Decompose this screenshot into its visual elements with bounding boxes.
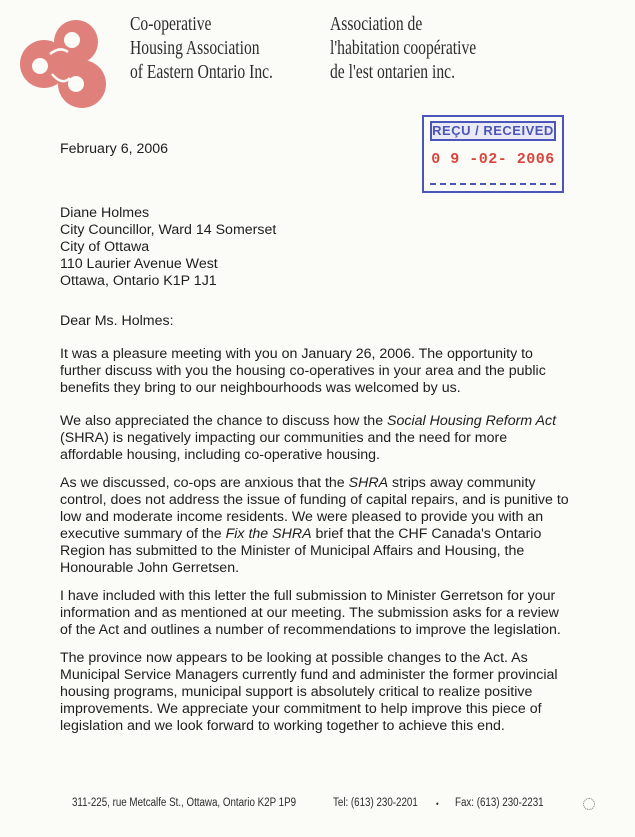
paragraph-line: legislation and we look forward to working together to achieve this end. xyxy=(60,718,505,734)
stamp-signature-line xyxy=(430,183,556,185)
letterhead-english xyxy=(130,13,273,85)
paragraph-line: Municipal Service Managers currently fund and administer the former provincial xyxy=(60,667,558,683)
act-abbrev: SHRA xyxy=(348,475,389,491)
paragraph-line: improvements. We appreciate your commitment to help improve this piece of xyxy=(60,701,542,717)
paragraph-line: low and moderate income residents. We were pleased to provide you with an xyxy=(60,509,544,525)
paragraph-line: housing programs, municipal support is absolutely critical to realize positive xyxy=(60,684,533,700)
letterhead-en-line: of Eastern Ontario Inc. xyxy=(130,62,273,83)
letterhead-fr-line: de l'est ontarien inc. xyxy=(330,62,455,83)
paragraph-line xyxy=(60,526,628,543)
footer-fax: Fax: (613) 230-2231 xyxy=(455,797,544,809)
act-title: Social Housing Reform Act xyxy=(387,413,557,429)
co-op-logo xyxy=(12,14,118,114)
brief-title: Fix the SHRA xyxy=(225,526,312,542)
letterhead-fr-line: l'habitation coopérative xyxy=(330,38,477,59)
paragraph-line: Region has submitted to the Minister of Municipal Affairs and Housing, the xyxy=(60,543,525,559)
address-line: 110 Laurier Avenue West xyxy=(60,256,218,272)
paragraph-line: (SHRA) is negatively impacting our communities and the need for more xyxy=(60,430,508,446)
letterhead-en-line: Housing Association xyxy=(130,38,260,59)
paragraph-line: affordable housing, including co-operative housing. xyxy=(60,447,380,463)
address-line: Diane Holmes xyxy=(60,205,150,221)
paragraph-line xyxy=(60,475,628,492)
paragraph-line: control, does not address the issue of funding of capital repairs, and is punitive to xyxy=(60,492,569,508)
text-run: brief that the CHF Canada's Ontario xyxy=(311,526,542,542)
paragraph-line: of the Act and outlines a number of recommendations to improve the legislation. xyxy=(60,622,561,638)
letterhead-fr-line: Association de xyxy=(330,14,423,35)
footer-telephone: Tel: (613) 230-2201 xyxy=(333,797,418,809)
address-line: City of Ottawa xyxy=(60,239,150,255)
address-line: Ottawa, Ontario K1P 1J1 xyxy=(60,273,217,289)
paragraph-4 xyxy=(60,588,628,639)
stamp-heading: REÇU / RECEIVED xyxy=(430,121,556,141)
footer-address: 311-225, rue Metcalfe St., Ottawa, Ontario K2P 1P9 xyxy=(72,797,297,809)
paragraph-line: I have included with this letter the full submission to Minister Gerretson for your xyxy=(60,588,556,604)
text-run: strips away community xyxy=(388,475,536,491)
paragraph-3 xyxy=(60,475,628,577)
paragraph-line: further discuss with you the housing co-operatives in your area and the public xyxy=(60,363,546,379)
salutation: Dear Ms. Holmes: xyxy=(60,313,174,329)
paragraph-line: The province now appears to be looking at possible changes to the Act. As xyxy=(60,650,528,666)
letter-date: February 6, 2006 xyxy=(60,141,169,157)
text-run: As we discussed, co-ops are anxious that the xyxy=(60,475,349,491)
paragraph-line xyxy=(60,413,628,430)
paragraph-5 xyxy=(60,650,628,735)
paragraph-line: information and as mentioned at our meeting. The submission asks for a review xyxy=(60,605,559,621)
paragraph-1 xyxy=(60,346,628,397)
paragraph-line: It was a pleasure meeting with you on January 26, 2006. The opportunity to xyxy=(60,346,533,362)
address-line: City Councillor, Ward 14 Somerset xyxy=(60,222,277,238)
paragraph-line: benefits they bring to our neighbourhoods was welcomed by us. xyxy=(60,380,461,396)
paragraph-line: Honourable John Gerretsen. xyxy=(60,560,240,576)
footer-separator: • xyxy=(436,799,439,809)
recycle-mark-icon xyxy=(583,798,595,810)
paragraph-2 xyxy=(60,413,628,464)
letterhead-french xyxy=(330,13,476,85)
text-run: We also appreciated the chance to discuss how the xyxy=(60,413,388,429)
received-stamp xyxy=(422,115,564,193)
stamp-date: 0 9 -02- 2006 xyxy=(431,151,555,168)
recipient-address xyxy=(60,205,276,290)
text-run: executive summary of the xyxy=(60,526,226,542)
letterhead-en-line: Co-operative xyxy=(130,14,212,35)
